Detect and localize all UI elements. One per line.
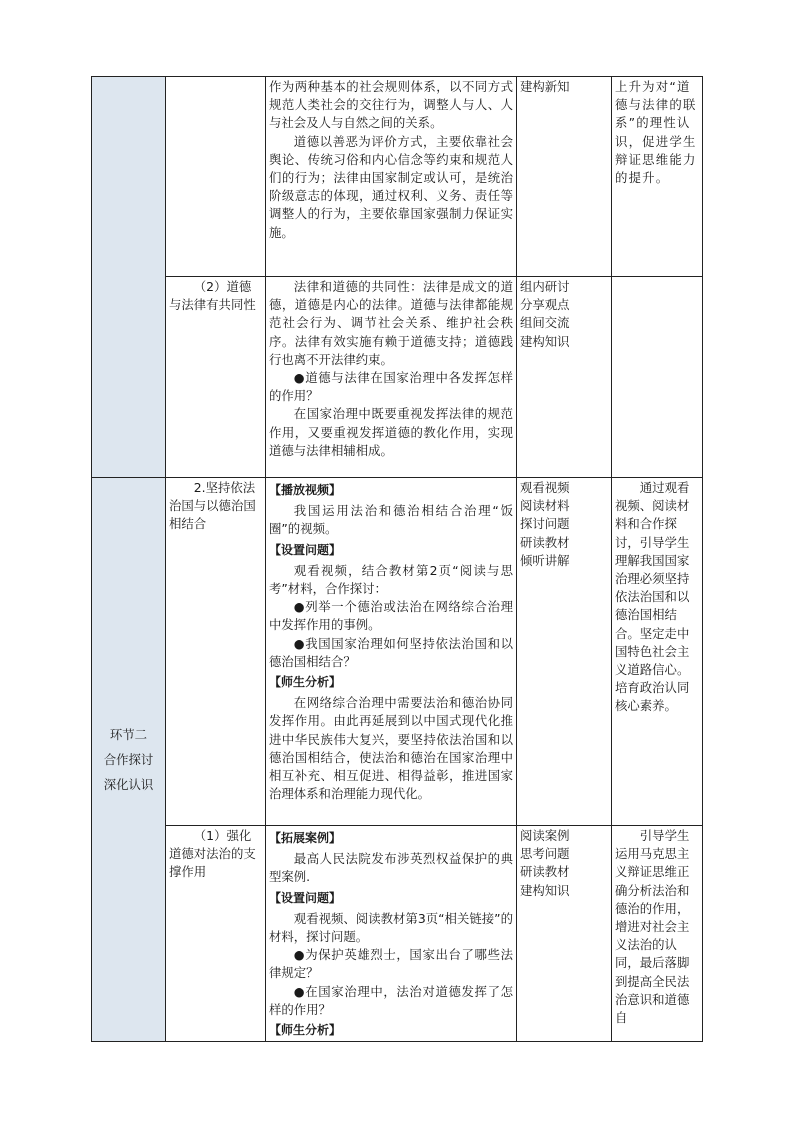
content-paragraph: ●道德与法律在国家治理中各发挥怎样的作用？ (269, 370, 513, 404)
method-item: 阅读材料 (520, 498, 570, 514)
content-cell-row3 (265, 477, 517, 826)
content-paragraph: 我国运用法治和德治相结合治理“饭圈”的视频。 (269, 503, 513, 537)
intent-text: 通过观看视频、阅读材料和合作探讨，引导学生理解我国国家治理必须坚持依法治国和以德治国相结合。坚定走中国特色社会主义道路信心。培育政治认同核心素养。 (615, 480, 690, 714)
content-paragraph: ●列举一个德治或法治在网络综合治理中发挥作用的事例。 (269, 599, 513, 633)
method-item: 建构知识 (520, 333, 570, 349)
section-label-line2: 合作探讨 (103, 752, 154, 767)
methods-cell-row2 (516, 276, 612, 478)
intent-cell-row1 (611, 76, 703, 277)
topic-text: 2.坚持依法治国与以德治国相结合 (169, 480, 256, 532)
method-item: 观看视频 (520, 480, 570, 495)
method-item: 研读教材 (520, 864, 570, 880)
method-item: 研读教材 (520, 534, 570, 550)
method-item: 阅读案例 (520, 828, 570, 843)
methods-cell-row1 (516, 76, 612, 277)
section-label-line3: 深化认识 (103, 777, 154, 792)
section-heading: 【师生分析】 (269, 1023, 342, 1038)
method-item: 建构知识 (520, 882, 570, 898)
content-paragraph: ●我国国家治理如何坚持依法治国和以德治国相结合？ (269, 635, 513, 669)
content-cell-row2 (265, 276, 517, 478)
section-heading: 【拓展案例】 (269, 831, 342, 845)
content-cell-row1 (265, 76, 517, 277)
intent-cell-row2 (611, 276, 703, 478)
intent-text: 引导学生运用马克思主义辩证思维正确分析法治和德治的作用，增进对社会主义法治的认同，最后落脚到提高全民法治意识和道德自 (615, 828, 690, 1026)
content-paragraph: ●为保护英雄烈士，国家出台了哪些法律规定？ (269, 947, 513, 981)
section-heading: 【设置问题】 (269, 890, 342, 905)
content-paragraph: 在网络综合治理中需要法治和德治协同发挥作用。由此再延展到以中国式现代化推进中华民族伟大复兴，要坚持依法治国和以德治国相结合，使法治和德治在国家治理中相互补充、相互促进、相得益彰，推进国家治理体系和治理能力现代化。 (269, 695, 513, 802)
lesson-table (91, 76, 703, 1042)
method-item: 分享观点 (520, 297, 570, 313)
content-paragraph: ●在国家治理中，法治对道德发挥了怎样的作用？ (269, 983, 513, 1017)
section-cell (91, 477, 166, 1042)
topic-text: （2）道德与法律有共同性 (169, 279, 256, 313)
content-paragraph: 观看视频、阅读教材第3页“相关链接”的材料，探讨问题。 (269, 910, 513, 945)
intent-text: 上升为对“道德与法律的联系”的理性认识，促进学生辩证思维能力的提升。 (615, 79, 697, 186)
content-paragraph: 作为两种基本的社会规则体系，以不同方式规范人类社会的交往行为，调整人与人、人与社会及人与自然之间的关系。 (269, 79, 513, 131)
topic-cell-row3 (165, 477, 266, 826)
section-heading: 【设置问题】 (269, 542, 342, 557)
content-cell-row4 (265, 825, 517, 1042)
topic-cell-row2 (165, 276, 266, 478)
method-item: 倾听讲解 (520, 552, 570, 568)
topic-cell-row1 (165, 76, 266, 277)
content-paragraph: 最高人民法院发布涉英烈权益保护的典型案例. (269, 851, 513, 885)
content-paragraph: 法律和道德的共同性：法律是成文的道德，道德是内心的法律。道德与法律都能规范社会行为、调节社会关系、维护社会秩序。法律有效实施有赖于道德支持；道德践行也离不开法律约束。 (269, 279, 513, 367)
section-heading: 【播放视频】 (269, 483, 342, 497)
topic-text: （1）强化道德对法治的支撑作用 (169, 828, 256, 880)
content-paragraph: 在国家治理中既要重视发挥法律的规范作用，又要重视发挥道德的教化作用，实现道德与法律相辅相成。 (269, 406, 513, 458)
section-cell-top (91, 76, 166, 478)
method-item: 组内研讨 (520, 279, 570, 294)
content-paragraph: 道德以善恶为评价方式，主要依靠社会舆论、传统习俗和内心信念等约束和规范人们的行为；法律由国家制定或认可，是统治阶级意志的体现，通过权利、义务、责任等调整人的行为，主要依靠国家强制力保证实施。 (269, 133, 513, 240)
topic-cell-row4 (165, 825, 266, 1042)
content-paragraph: 观看视频，结合教材第2页“阅读与思考”材料，合作探讨： (269, 562, 513, 597)
section-label-line1: 环节二 (109, 727, 148, 742)
method-item: 探讨问题 (520, 516, 570, 532)
methods-cell-row4 (516, 825, 612, 1042)
intent-cell-row3 (611, 477, 703, 826)
section-heading: 【师生分析】 (269, 675, 342, 690)
method-item: 思考问题 (520, 846, 570, 862)
intent-cell-row4 (611, 825, 703, 1042)
method-item: 组间交流 (520, 315, 570, 331)
methods-cell-row3 (516, 477, 612, 826)
method-item: 建构新知 (520, 79, 570, 94)
